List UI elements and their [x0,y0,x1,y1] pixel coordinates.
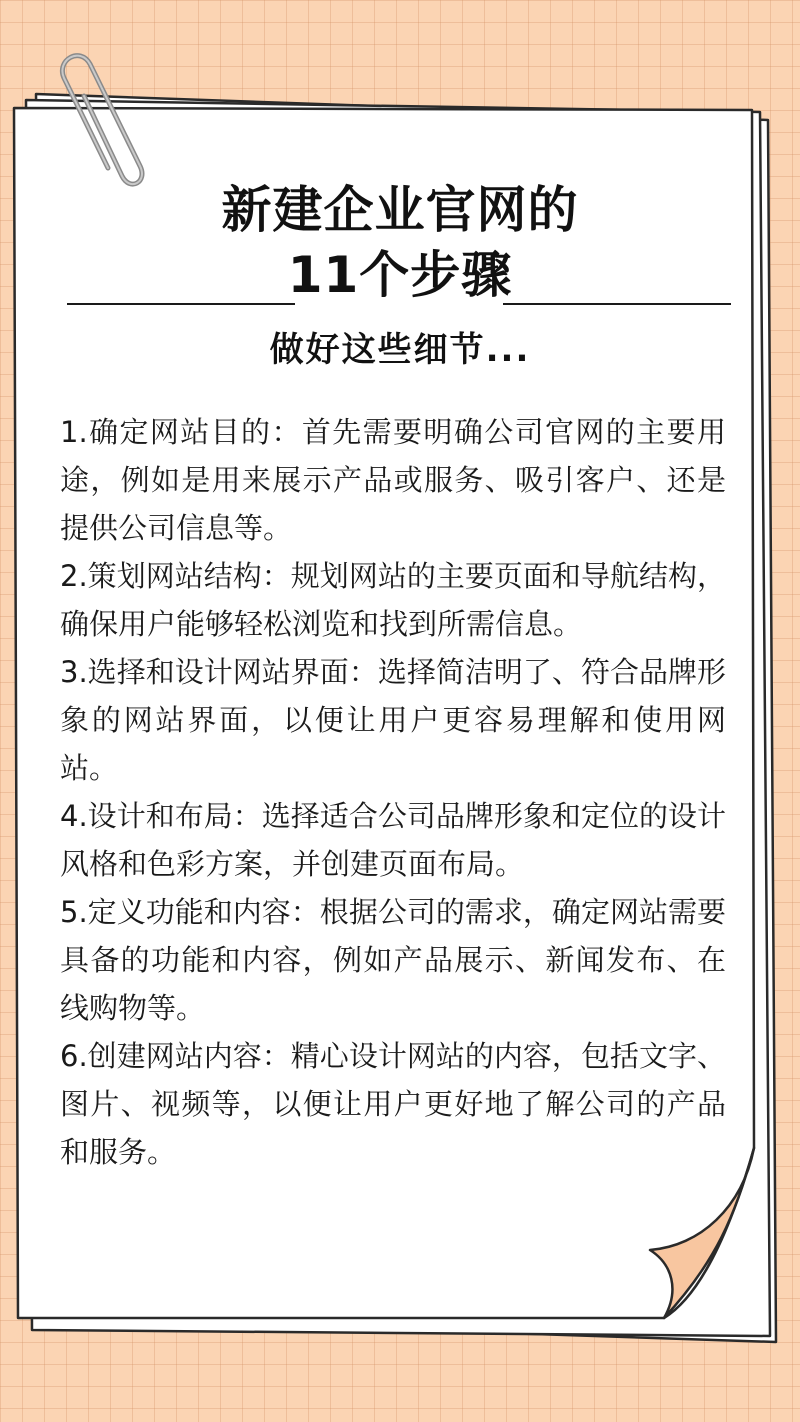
step-6: 6.创建网站内容：精心设计网站的内容，包括文字、图片、视频等，以便让用户更好地了解公司的产品和服务。 [60,1039,726,1169]
step-2: 2.策划网站结构：规划网站的主要页面和导航结构，确保用户能够轻松浏览和找到所需信息。 [60,559,726,641]
page-title-line-1: 新建企业官网的 [221,181,579,239]
divider-right [503,303,731,305]
page-title-line-2: 11个步骤 [287,246,513,304]
step-3: 3.选择和设计网站界面：选择简洁明了、符合品牌形象的网站界面，以便让用户更容易理解和使用网站。 [60,655,726,785]
steps-list [60,408,726,1176]
subtitle: 做好这些细节... [269,330,531,370]
step-4: 4.设计和布局：选择适合公司品牌形象和定位的设计风格和色彩方案，并创建页面布局。 [60,799,726,881]
step-5: 5.定义功能和内容：根据公司的需求，确定网站需要具备的功能和内容，例如产品展示、新闻发布、在线购物等。 [60,895,726,1025]
divider-left [67,303,295,305]
step-1: 1.确定网站目的：首先需要明确公司官网的主要用途，例如是用来展示产品或服务、吸引客户、还是提供公司信息等。 [60,415,726,545]
